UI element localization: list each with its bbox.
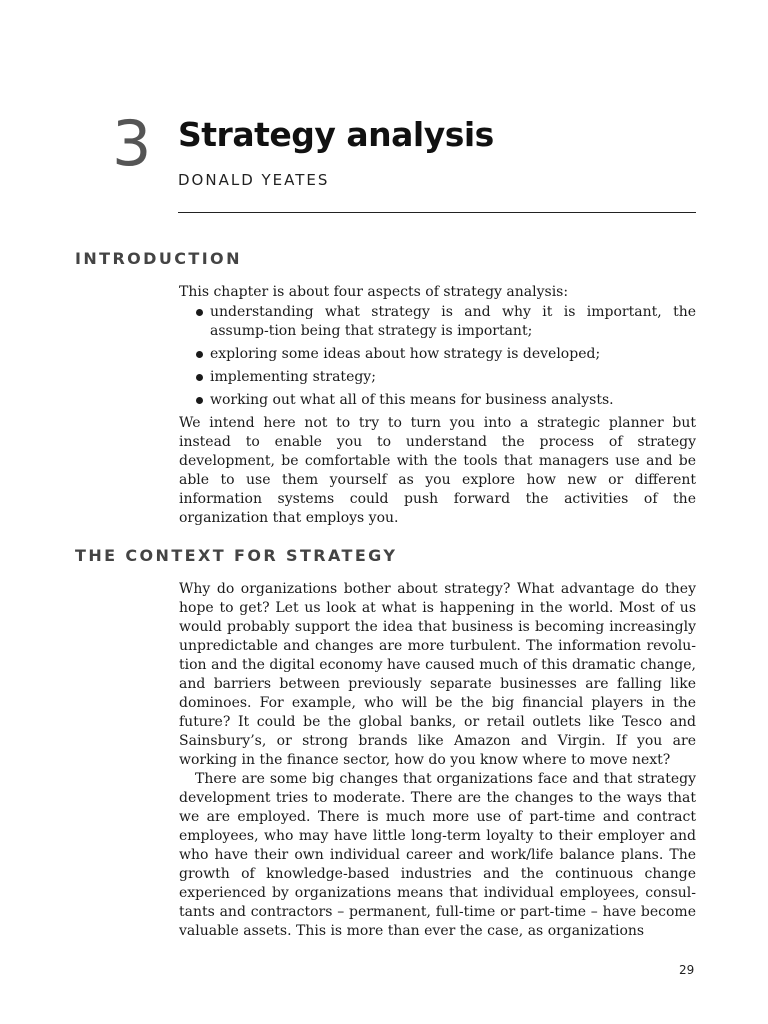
page-number: 29	[679, 963, 695, 977]
chapter-number: 3	[112, 107, 151, 180]
intro-paragraph: This chapter is about four aspects of strategy analysis:	[179, 284, 569, 300]
introduction-body	[179, 283, 696, 528]
bullet-icon	[196, 374, 203, 381]
context-paragraph: Why do organizations bother about strategy? What advantage do they hope to get? Let us look at what is happening in the world. Most of us would probably support the idea that business is becoming increasingly unpredictable and changes are more turbulent. The information revolu-tion and the digital economy have caused much of this dramatic change, and barriers between previously separate businesses are falling like dominoes. For example, who will be the big financial players in the future? It could be the global banks, or retail outlets like Tesco and Sainsbury’s, or strong brands like Amazon and Virgin. If you are working in the finance sector, how do you know where to move next?	[179, 581, 696, 768]
chapter-title: Strategy analysis	[178, 115, 494, 154]
intro-closing-paragraph: We intend here not to try to turn you into a strategic planner but instead to enable you to understand the process of strategy development, be comfortable with the tools that managers use and be able to use them yourself as you explore how new or different information systems could push forward the activities of the organization that employs you.	[179, 415, 696, 526]
list-item	[179, 345, 696, 364]
bullet-icon	[196, 397, 203, 404]
section-heading-context: THE CONTEXT FOR STRATEGY	[75, 546, 398, 565]
list-item-text: implementing strategy;	[210, 369, 376, 385]
section-heading-introduction: INTRODUCTION	[75, 249, 242, 268]
list-item-text: working out what all of this means for business analysts.	[210, 392, 614, 408]
list-item	[179, 391, 696, 410]
chapter-author: DONALD YEATES	[178, 171, 330, 189]
context-paragraph: There are some big changes that organizations face and that strategy development tries to moderate. There are the changes to the ways that we are employed. There is much more use of part-time and contract employees, who may have little long-term loyalty to their employer and who have their own individual career and work/life balance plans. The growth of knowledge-based industries and the continuous change experienced by organizations means that individual employees, consul-tants and contractors – permanent, full-time or part-time – have become valuable assets. This is more than ever the case, as organizations	[179, 771, 696, 939]
title-rule	[178, 212, 696, 213]
list-item-text: exploring some ideas about how strategy is developed;	[210, 346, 601, 362]
bullet-icon	[196, 309, 203, 316]
list-item	[179, 303, 696, 341]
list-item-text: understanding what strategy is and why it is important, the assump-tion being that strategy is important;	[210, 304, 696, 339]
context-body	[179, 580, 696, 941]
bullet-icon	[196, 351, 203, 358]
aspects-list	[179, 303, 696, 410]
list-item	[179, 368, 696, 387]
